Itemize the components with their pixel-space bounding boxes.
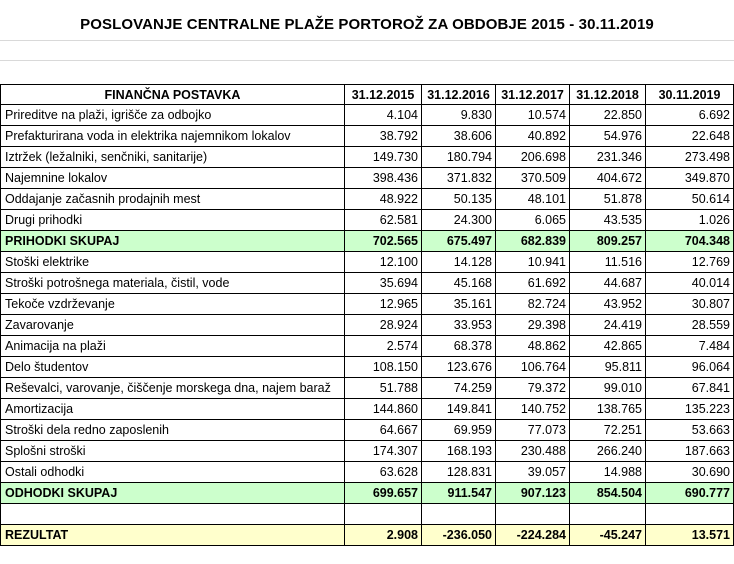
- result-row: [1, 525, 734, 546]
- value-cell: 371.832: [422, 168, 496, 189]
- row-label: Amortizacija: [1, 399, 345, 420]
- value-cell: 273.498: [646, 147, 734, 168]
- value-cell: 30.807: [646, 294, 734, 315]
- income-total-row: [1, 231, 734, 252]
- row-label: Tekoče vzdrževanje: [1, 294, 345, 315]
- row-label: Stroški dela redno zaposlenih: [1, 420, 345, 441]
- value-cell: 230.488: [496, 441, 570, 462]
- value-cell: 108.150: [345, 357, 422, 378]
- value-cell: 77.073: [496, 420, 570, 441]
- value-cell: 74.259: [422, 378, 496, 399]
- row-label: Prireditve na plaži, igrišče za odbojko: [1, 105, 345, 126]
- row-label: Prefakturirana voda in elektrika najemnikom lokalov: [1, 126, 345, 147]
- value-cell: 67.841: [646, 378, 734, 399]
- table-row: [1, 399, 734, 420]
- value-cell: 99.010: [570, 378, 646, 399]
- value-cell: 35.694: [345, 273, 422, 294]
- row-label: Oddajanje začasnih prodajnih mest: [1, 189, 345, 210]
- value-cell: 690.777: [646, 483, 734, 504]
- value-cell: 349.870: [646, 168, 734, 189]
- header-row: [1, 85, 734, 105]
- value-cell: 911.547: [422, 483, 496, 504]
- value-cell: 50.135: [422, 189, 496, 210]
- value-cell: 28.559: [646, 315, 734, 336]
- value-cell: 123.676: [422, 357, 496, 378]
- empty-cell: [496, 504, 570, 525]
- value-cell: 174.307: [345, 441, 422, 462]
- value-cell: 854.504: [570, 483, 646, 504]
- value-cell: 28.924: [345, 315, 422, 336]
- value-cell: 6.065: [496, 210, 570, 231]
- value-cell: -45.247: [570, 525, 646, 546]
- empty-cell: [646, 504, 734, 525]
- expense-total-row: [1, 483, 734, 504]
- row-label: Animacija na plaži: [1, 336, 345, 357]
- value-cell: 128.831: [422, 462, 496, 483]
- value-cell: 14.128: [422, 252, 496, 273]
- empty-cell: [345, 504, 422, 525]
- value-cell: 398.436: [345, 168, 422, 189]
- value-cell: 29.398: [496, 315, 570, 336]
- value-cell: 106.764: [496, 357, 570, 378]
- value-cell: 140.752: [496, 399, 570, 420]
- value-cell: 682.839: [496, 231, 570, 252]
- row-label: Najemnine lokalov: [1, 168, 345, 189]
- table-row: [1, 315, 734, 336]
- value-cell: 79.372: [496, 378, 570, 399]
- value-cell: 187.663: [646, 441, 734, 462]
- value-cell: 30.690: [646, 462, 734, 483]
- value-cell: 96.064: [646, 357, 734, 378]
- value-cell: 53.663: [646, 420, 734, 441]
- value-cell: 35.161: [422, 294, 496, 315]
- header-period: 31.12.2018: [570, 85, 646, 105]
- header-label: FINANČNA POSTAVKA: [1, 85, 345, 105]
- value-cell: 907.123: [496, 483, 570, 504]
- table-row: [1, 147, 734, 168]
- value-cell: 82.724: [496, 294, 570, 315]
- value-cell: 138.765: [570, 399, 646, 420]
- value-cell: 44.687: [570, 273, 646, 294]
- value-cell: 2.908: [345, 525, 422, 546]
- value-cell: 370.509: [496, 168, 570, 189]
- value-cell: 702.565: [345, 231, 422, 252]
- row-label: Zavarovanje: [1, 315, 345, 336]
- value-cell: 39.057: [496, 462, 570, 483]
- value-cell: 38.606: [422, 126, 496, 147]
- table-row: [1, 336, 734, 357]
- value-cell: 48.862: [496, 336, 570, 357]
- row-label: Stoški elektrike: [1, 252, 345, 273]
- value-cell: 4.104: [345, 105, 422, 126]
- table-row: [1, 210, 734, 231]
- row-label: REZULTAT: [1, 525, 345, 546]
- value-cell: 699.657: [345, 483, 422, 504]
- value-cell: 11.516: [570, 252, 646, 273]
- value-cell: 10.941: [496, 252, 570, 273]
- value-cell: 54.976: [570, 126, 646, 147]
- value-cell: 266.240: [570, 441, 646, 462]
- table-row: [1, 462, 734, 483]
- value-cell: 22.850: [570, 105, 646, 126]
- value-cell: 45.168: [422, 273, 496, 294]
- value-cell: 809.257: [570, 231, 646, 252]
- table-row: [1, 252, 734, 273]
- value-cell: 6.692: [646, 105, 734, 126]
- value-cell: 64.667: [345, 420, 422, 441]
- value-cell: 12.965: [345, 294, 422, 315]
- row-label: ODHODKI SKUPAJ: [1, 483, 345, 504]
- page-title: POSLOVANJE CENTRALNE PLAŽE PORTOROŽ ZA OBDOBJE 2015 - 30.11.2019: [80, 16, 654, 33]
- row-label: Splošni stroški: [1, 441, 345, 462]
- table-row: [1, 126, 734, 147]
- empty-cell: [1, 504, 345, 525]
- value-cell: 404.672: [570, 168, 646, 189]
- table-row: [1, 420, 734, 441]
- value-cell: 40.014: [646, 273, 734, 294]
- value-cell: 231.346: [570, 147, 646, 168]
- value-cell: 13.571: [646, 525, 734, 546]
- sheet-gridlines: [0, 0, 734, 84]
- row-label: PRIHODKI SKUPAJ: [1, 231, 345, 252]
- value-cell: -236.050: [422, 525, 496, 546]
- empty-cell: [422, 504, 496, 525]
- value-cell: 43.535: [570, 210, 646, 231]
- row-label: Ostali odhodki: [1, 462, 345, 483]
- value-cell: -224.284: [496, 525, 570, 546]
- value-cell: 180.794: [422, 147, 496, 168]
- row-label: Stroški potrošnega materiala, čistil, vode: [1, 273, 345, 294]
- table-row: [1, 357, 734, 378]
- table-row: [1, 441, 734, 462]
- value-cell: 206.698: [496, 147, 570, 168]
- value-cell: 61.692: [496, 273, 570, 294]
- value-cell: 33.953: [422, 315, 496, 336]
- value-cell: 135.223: [646, 399, 734, 420]
- value-cell: 24.419: [570, 315, 646, 336]
- value-cell: 43.952: [570, 294, 646, 315]
- table-row: [1, 273, 734, 294]
- value-cell: 10.574: [496, 105, 570, 126]
- value-cell: 50.614: [646, 189, 734, 210]
- table-body: [1, 105, 734, 546]
- row-label: Iztržek (ležalniki, senčniki, sanitarije): [1, 147, 345, 168]
- value-cell: 14.988: [570, 462, 646, 483]
- value-cell: 9.830: [422, 105, 496, 126]
- value-cell: 1.026: [646, 210, 734, 231]
- value-cell: 95.811: [570, 357, 646, 378]
- value-cell: 51.788: [345, 378, 422, 399]
- empty-row: [1, 504, 734, 525]
- value-cell: 68.378: [422, 336, 496, 357]
- value-cell: 144.860: [345, 399, 422, 420]
- value-cell: 72.251: [570, 420, 646, 441]
- header-period: 31.12.2016: [422, 85, 496, 105]
- table-row: [1, 105, 734, 126]
- value-cell: 12.769: [646, 252, 734, 273]
- value-cell: 22.648: [646, 126, 734, 147]
- value-cell: 40.892: [496, 126, 570, 147]
- value-cell: 675.497: [422, 231, 496, 252]
- empty-cell: [570, 504, 646, 525]
- table-row: [1, 294, 734, 315]
- value-cell: 48.101: [496, 189, 570, 210]
- value-cell: 149.730: [345, 147, 422, 168]
- value-cell: 168.193: [422, 441, 496, 462]
- row-label: Delo študentov: [1, 357, 345, 378]
- row-label: Reševalci, varovanje, čiščenje morskega dna, najem baraž: [1, 378, 345, 399]
- table-row: [1, 168, 734, 189]
- financial-table: [0, 84, 734, 546]
- row-label: Drugi prihodki: [1, 210, 345, 231]
- value-cell: 69.959: [422, 420, 496, 441]
- header-period: 31.12.2015: [345, 85, 422, 105]
- value-cell: 2.574: [345, 336, 422, 357]
- table-row: [1, 378, 734, 399]
- value-cell: 704.348: [646, 231, 734, 252]
- header-period: 30.11.2019: [646, 85, 734, 105]
- value-cell: 48.922: [345, 189, 422, 210]
- value-cell: 42.865: [570, 336, 646, 357]
- header-period: 31.12.2017: [496, 85, 570, 105]
- value-cell: 38.792: [345, 126, 422, 147]
- value-cell: 7.484: [646, 336, 734, 357]
- value-cell: 63.628: [345, 462, 422, 483]
- value-cell: 24.300: [422, 210, 496, 231]
- value-cell: 62.581: [345, 210, 422, 231]
- value-cell: 149.841: [422, 399, 496, 420]
- value-cell: 51.878: [570, 189, 646, 210]
- value-cell: 12.100: [345, 252, 422, 273]
- table-row: [1, 189, 734, 210]
